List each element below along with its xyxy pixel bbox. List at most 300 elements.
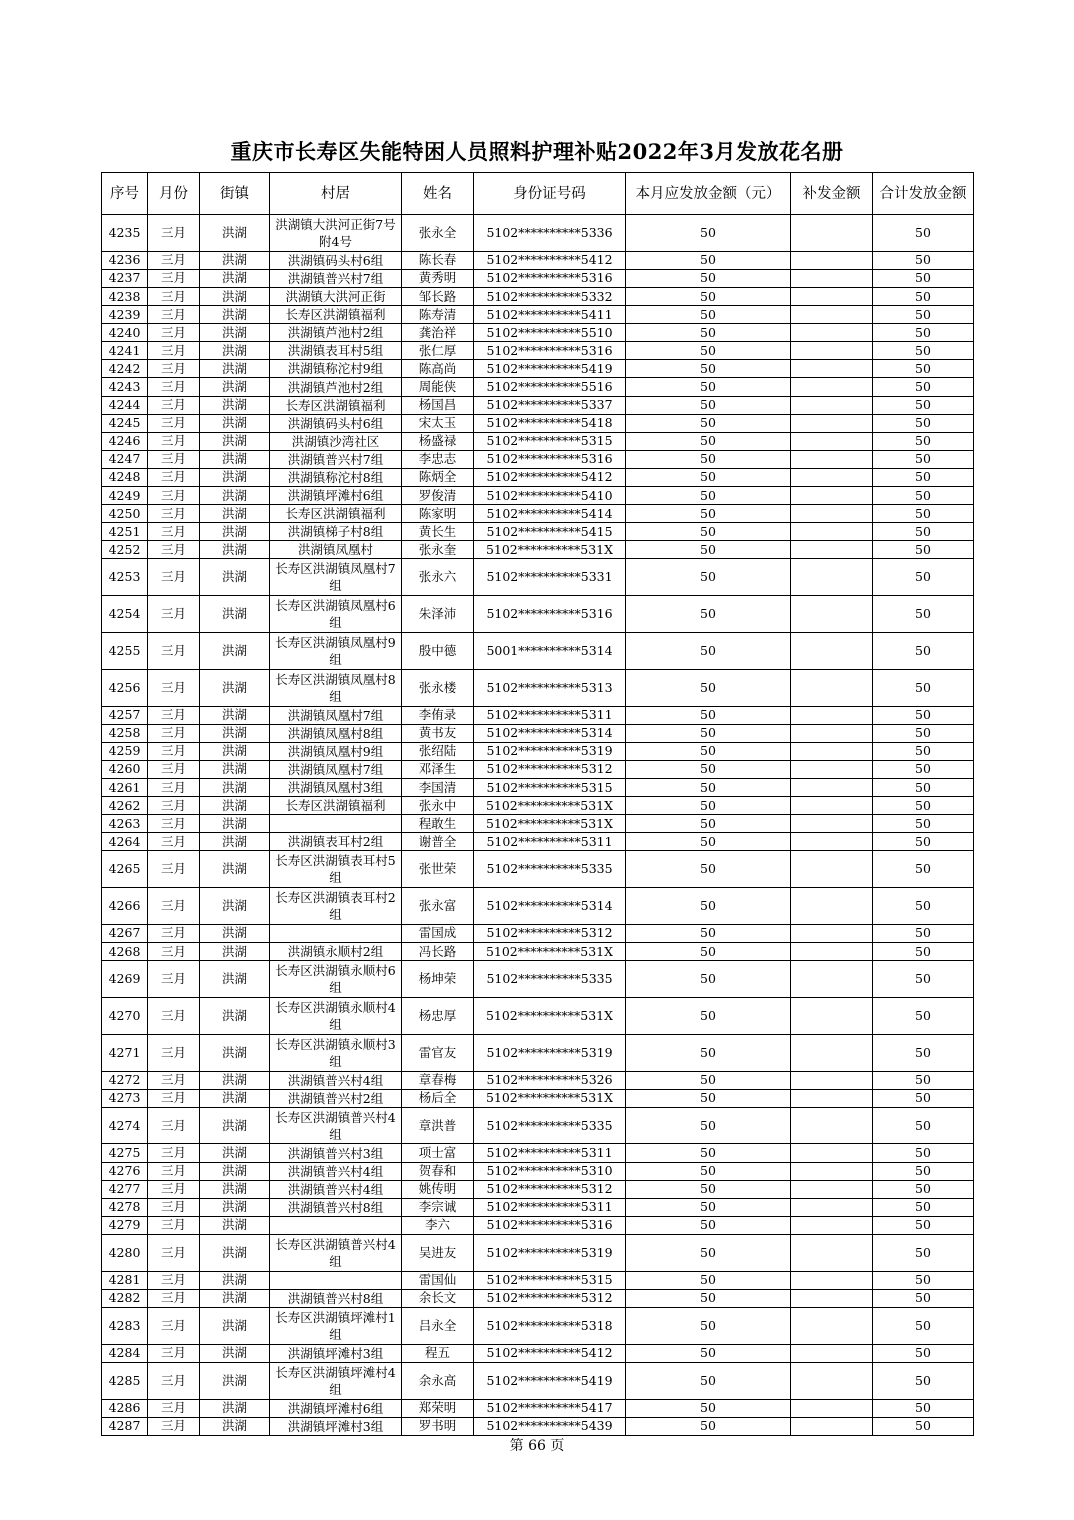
cell-back-pay xyxy=(791,961,873,998)
cell-serial: 4250 xyxy=(102,505,148,523)
cell-back-pay xyxy=(791,559,873,596)
cell-id-number: 5102**********5314 xyxy=(474,724,626,742)
cell-id-number: 5102**********5419 xyxy=(474,1362,626,1399)
cell-id-number: 5102**********5316 xyxy=(474,450,626,468)
cell-total-amount: 50 xyxy=(873,523,974,541)
header-serial: 序号 xyxy=(102,173,148,215)
cell-back-pay xyxy=(791,742,873,760)
cell-id-number: 5102**********5311 xyxy=(474,706,626,724)
table-row xyxy=(102,1180,974,1198)
table-row xyxy=(102,1307,974,1344)
table-row xyxy=(102,324,974,342)
cell-town: 洪湖 xyxy=(200,943,270,961)
cell-serial: 4286 xyxy=(102,1399,148,1417)
cell-village: 长寿区洪湖镇凤凰村8组 xyxy=(270,669,402,706)
cell-back-pay xyxy=(791,269,873,287)
table-row xyxy=(102,559,974,596)
cell-village: 长寿区洪湖镇凤凰村6组 xyxy=(270,596,402,633)
cell-name: 陈高尚 xyxy=(402,360,474,378)
cell-town: 洪湖 xyxy=(200,1198,270,1216)
table-row xyxy=(102,742,974,760)
cell-id-number: 5102**********5412 xyxy=(474,251,626,269)
table-row xyxy=(102,1162,974,1180)
cell-back-pay xyxy=(791,632,873,669)
cell-village: 长寿区洪湖镇福利 xyxy=(270,505,402,523)
cell-serial: 4283 xyxy=(102,1307,148,1344)
cell-id-number: 5102**********5316 xyxy=(474,342,626,360)
cell-monthly-amount: 50 xyxy=(626,1234,791,1271)
cell-name: 雷官友 xyxy=(402,1034,474,1071)
cell-total-amount: 50 xyxy=(873,1362,974,1399)
table-row xyxy=(102,724,974,742)
cell-village: 长寿区洪湖镇永顺村3组 xyxy=(270,1034,402,1071)
cell-town: 洪湖 xyxy=(200,1289,270,1307)
cell-monthly-amount: 50 xyxy=(626,1344,791,1362)
table-row xyxy=(102,450,974,468)
cell-month: 三月 xyxy=(148,778,200,796)
cell-village: 洪湖镇坪滩村3组 xyxy=(270,1417,402,1435)
cell-back-pay xyxy=(791,468,873,486)
cell-town: 洪湖 xyxy=(200,1162,270,1180)
cell-monthly-amount: 50 xyxy=(626,997,791,1034)
cell-id-number: 5102**********531X xyxy=(474,541,626,559)
cell-total-amount: 50 xyxy=(873,1289,974,1307)
table-row xyxy=(102,815,974,833)
table-row xyxy=(102,596,974,633)
cell-serial: 4237 xyxy=(102,269,148,287)
cell-serial: 4253 xyxy=(102,559,148,596)
cell-serial: 4251 xyxy=(102,523,148,541)
cell-name: 陈寿清 xyxy=(402,306,474,324)
cell-monthly-amount: 50 xyxy=(626,760,791,778)
cell-back-pay xyxy=(791,1234,873,1271)
table-row xyxy=(102,287,974,305)
cell-id-number: 5102**********531X xyxy=(474,1089,626,1107)
cell-monthly-amount: 50 xyxy=(626,1089,791,1107)
cell-month: 三月 xyxy=(148,1162,200,1180)
cell-town: 洪湖 xyxy=(200,396,270,414)
cell-back-pay xyxy=(791,1107,873,1144)
cell-monthly-amount: 50 xyxy=(626,1417,791,1435)
cell-id-number: 5102**********5315 xyxy=(474,1271,626,1289)
table-row xyxy=(102,1144,974,1162)
cell-town: 洪湖 xyxy=(200,324,270,342)
header-month: 月份 xyxy=(148,173,200,215)
cell-village: 洪湖镇梯子村8组 xyxy=(270,523,402,541)
table-row xyxy=(102,1271,974,1289)
cell-serial: 4257 xyxy=(102,706,148,724)
cell-month: 三月 xyxy=(148,1144,200,1162)
cell-town: 洪湖 xyxy=(200,888,270,925)
cell-id-number: 5001**********5314 xyxy=(474,632,626,669)
cell-serial: 4239 xyxy=(102,306,148,324)
cell-month: 三月 xyxy=(148,1107,200,1144)
cell-serial: 4246 xyxy=(102,432,148,450)
cell-id-number: 5102**********5312 xyxy=(474,924,626,942)
cell-id-number: 5102**********5311 xyxy=(474,833,626,851)
cell-monthly-amount: 50 xyxy=(626,924,791,942)
cell-month: 三月 xyxy=(148,487,200,505)
cell-name: 张世荣 xyxy=(402,851,474,888)
cell-town: 洪湖 xyxy=(200,797,270,815)
cell-id-number: 5102**********5336 xyxy=(474,215,626,252)
cell-monthly-amount: 50 xyxy=(626,287,791,305)
table-row xyxy=(102,432,974,450)
cell-total-amount: 50 xyxy=(873,797,974,815)
cell-serial: 4278 xyxy=(102,1198,148,1216)
cell-name: 姚传明 xyxy=(402,1180,474,1198)
table-header-row xyxy=(102,173,974,215)
cell-monthly-amount: 50 xyxy=(626,833,791,851)
table-row xyxy=(102,342,974,360)
cell-town: 洪湖 xyxy=(200,1344,270,1362)
table-row xyxy=(102,1289,974,1307)
header-back-pay: 补发金额 xyxy=(791,173,873,215)
cell-total-amount: 50 xyxy=(873,378,974,396)
cell-back-pay xyxy=(791,760,873,778)
cell-serial: 4273 xyxy=(102,1089,148,1107)
cell-monthly-amount: 50 xyxy=(626,778,791,796)
header-monthly-amount: 本月应发放金额（元） xyxy=(626,173,791,215)
cell-monthly-amount: 50 xyxy=(626,797,791,815)
cell-back-pay xyxy=(791,360,873,378)
cell-town: 洪湖 xyxy=(200,1216,270,1234)
cell-monthly-amount: 50 xyxy=(626,559,791,596)
table-row xyxy=(102,360,974,378)
cell-back-pay xyxy=(791,851,873,888)
cell-total-amount: 50 xyxy=(873,943,974,961)
cell-total-amount: 50 xyxy=(873,742,974,760)
cell-town: 洪湖 xyxy=(200,505,270,523)
cell-monthly-amount: 50 xyxy=(626,1307,791,1344)
cell-month: 三月 xyxy=(148,287,200,305)
cell-village: 洪湖镇大洪河正街7号附4号 xyxy=(270,215,402,252)
cell-town: 洪湖 xyxy=(200,432,270,450)
table-row xyxy=(102,414,974,432)
cell-total-amount: 50 xyxy=(873,815,974,833)
cell-month: 三月 xyxy=(148,559,200,596)
cell-id-number: 5102**********5335 xyxy=(474,961,626,998)
cell-back-pay xyxy=(791,1198,873,1216)
cell-month: 三月 xyxy=(148,324,200,342)
cell-serial: 4256 xyxy=(102,669,148,706)
cell-id-number: 5102**********5412 xyxy=(474,1344,626,1362)
cell-village: 洪湖镇普兴村2组 xyxy=(270,1089,402,1107)
cell-monthly-amount: 50 xyxy=(626,1289,791,1307)
cell-monthly-amount: 50 xyxy=(626,706,791,724)
cell-monthly-amount: 50 xyxy=(626,632,791,669)
cell-total-amount: 50 xyxy=(873,1162,974,1180)
cell-monthly-amount: 50 xyxy=(626,1216,791,1234)
cell-month: 三月 xyxy=(148,450,200,468)
cell-back-pay xyxy=(791,1034,873,1071)
cell-serial: 4258 xyxy=(102,724,148,742)
cell-month: 三月 xyxy=(148,251,200,269)
cell-id-number: 5102**********5312 xyxy=(474,1289,626,1307)
cell-total-amount: 50 xyxy=(873,997,974,1034)
cell-back-pay xyxy=(791,1216,873,1234)
cell-month: 三月 xyxy=(148,1344,200,1362)
cell-back-pay xyxy=(791,943,873,961)
cell-back-pay xyxy=(791,596,873,633)
header-village: 村居 xyxy=(270,173,402,215)
cell-total-amount: 50 xyxy=(873,432,974,450)
cell-name: 项士富 xyxy=(402,1144,474,1162)
cell-total-amount: 50 xyxy=(873,1107,974,1144)
cell-id-number: 5102**********5439 xyxy=(474,1417,626,1435)
cell-monthly-amount: 50 xyxy=(626,1399,791,1417)
cell-village: 长寿区洪湖镇坪滩村1组 xyxy=(270,1307,402,1344)
cell-village: 洪湖镇普兴村7组 xyxy=(270,269,402,287)
cell-name: 章洪普 xyxy=(402,1107,474,1144)
cell-name: 张仁厚 xyxy=(402,342,474,360)
cell-village: 长寿区洪湖镇永顺村4组 xyxy=(270,997,402,1034)
cell-month: 三月 xyxy=(148,1362,200,1399)
cell-monthly-amount: 50 xyxy=(626,432,791,450)
cell-total-amount: 50 xyxy=(873,1198,974,1216)
cell-town: 洪湖 xyxy=(200,997,270,1034)
cell-town: 洪湖 xyxy=(200,760,270,778)
cell-id-number: 5102**********5315 xyxy=(474,778,626,796)
cell-town: 洪湖 xyxy=(200,541,270,559)
cell-month: 三月 xyxy=(148,432,200,450)
cell-town: 洪湖 xyxy=(200,742,270,760)
cell-total-amount: 50 xyxy=(873,1089,974,1107)
cell-monthly-amount: 50 xyxy=(626,596,791,633)
cell-month: 三月 xyxy=(148,1216,200,1234)
cell-month: 三月 xyxy=(148,943,200,961)
cell-serial: 4249 xyxy=(102,487,148,505)
cell-monthly-amount: 50 xyxy=(626,215,791,252)
cell-monthly-amount: 50 xyxy=(626,961,791,998)
cell-month: 三月 xyxy=(148,378,200,396)
cell-total-amount: 50 xyxy=(873,760,974,778)
cell-total-amount: 50 xyxy=(873,414,974,432)
cell-id-number: 5102**********5410 xyxy=(474,487,626,505)
cell-village: 长寿区洪湖镇表耳村2组 xyxy=(270,888,402,925)
cell-town: 洪湖 xyxy=(200,961,270,998)
table-row xyxy=(102,760,974,778)
cell-monthly-amount: 50 xyxy=(626,378,791,396)
cell-total-amount: 50 xyxy=(873,1307,974,1344)
cell-name: 杨忠厚 xyxy=(402,997,474,1034)
cell-monthly-amount: 50 xyxy=(626,815,791,833)
table-row xyxy=(102,943,974,961)
cell-town: 洪湖 xyxy=(200,1362,270,1399)
cell-village: 长寿区洪湖镇普兴村4组 xyxy=(270,1234,402,1271)
cell-serial: 4285 xyxy=(102,1362,148,1399)
cell-back-pay xyxy=(791,505,873,523)
cell-serial: 4265 xyxy=(102,851,148,888)
cell-town: 洪湖 xyxy=(200,924,270,942)
cell-monthly-amount: 50 xyxy=(626,669,791,706)
cell-month: 三月 xyxy=(148,760,200,778)
cell-month: 三月 xyxy=(148,669,200,706)
cell-village: 洪湖镇坪滩村3组 xyxy=(270,1344,402,1362)
cell-name: 李国清 xyxy=(402,778,474,796)
cell-back-pay xyxy=(791,1307,873,1344)
cell-back-pay xyxy=(791,1071,873,1089)
cell-village: 洪湖镇坪滩村6组 xyxy=(270,487,402,505)
cell-serial: 4262 xyxy=(102,797,148,815)
cell-total-amount: 50 xyxy=(873,1180,974,1198)
page-number: 第 66 页 xyxy=(509,1438,565,1454)
cell-back-pay xyxy=(791,997,873,1034)
cell-total-amount: 50 xyxy=(873,396,974,414)
cell-id-number: 5102**********5418 xyxy=(474,414,626,432)
cell-monthly-amount: 50 xyxy=(626,414,791,432)
table-row xyxy=(102,706,974,724)
table-row xyxy=(102,468,974,486)
cell-back-pay xyxy=(791,1271,873,1289)
cell-monthly-amount: 50 xyxy=(626,1162,791,1180)
cell-monthly-amount: 50 xyxy=(626,541,791,559)
cell-id-number: 5102**********5311 xyxy=(474,1198,626,1216)
cell-serial: 4254 xyxy=(102,596,148,633)
cell-back-pay xyxy=(791,1399,873,1417)
cell-month: 三月 xyxy=(148,1198,200,1216)
cell-name: 杨国昌 xyxy=(402,396,474,414)
cell-village: 洪湖镇普兴村4组 xyxy=(270,1180,402,1198)
cell-name: 贺春和 xyxy=(402,1162,474,1180)
cell-total-amount: 50 xyxy=(873,706,974,724)
cell-name: 黄秀明 xyxy=(402,269,474,287)
cell-town: 洪湖 xyxy=(200,1234,270,1271)
table-row xyxy=(102,1089,974,1107)
cell-town: 洪湖 xyxy=(200,251,270,269)
cell-name: 杨盛禄 xyxy=(402,432,474,450)
cell-back-pay xyxy=(791,215,873,252)
cell-village: 长寿区洪湖镇表耳村5组 xyxy=(270,851,402,888)
cell-back-pay xyxy=(791,1344,873,1362)
cell-village xyxy=(270,815,402,833)
cell-monthly-amount: 50 xyxy=(626,888,791,925)
cell-village: 洪湖镇普兴村4组 xyxy=(270,1071,402,1089)
cell-id-number: 5102**********531X xyxy=(474,943,626,961)
cell-serial: 4275 xyxy=(102,1144,148,1162)
cell-town: 洪湖 xyxy=(200,450,270,468)
table-row xyxy=(102,1399,974,1417)
cell-month: 三月 xyxy=(148,306,200,324)
cell-monthly-amount: 50 xyxy=(626,468,791,486)
cell-id-number: 5102**********5316 xyxy=(474,596,626,633)
cell-town: 洪湖 xyxy=(200,1144,270,1162)
table-row xyxy=(102,251,974,269)
cell-total-amount: 50 xyxy=(873,559,974,596)
cell-id-number: 5102**********5332 xyxy=(474,287,626,305)
cell-monthly-amount: 50 xyxy=(626,342,791,360)
cell-village: 洪湖镇坪滩村6组 xyxy=(270,1399,402,1417)
cell-village: 洪湖镇芦池村2组 xyxy=(270,324,402,342)
cell-serial: 4267 xyxy=(102,924,148,942)
cell-village: 洪湖镇称沱村8组 xyxy=(270,468,402,486)
cell-month: 三月 xyxy=(148,541,200,559)
cell-id-number: 5102**********5319 xyxy=(474,742,626,760)
cell-id-number: 5102**********531X xyxy=(474,997,626,1034)
cell-month: 三月 xyxy=(148,342,200,360)
cell-back-pay xyxy=(791,523,873,541)
cell-back-pay xyxy=(791,1417,873,1435)
cell-name: 张永奎 xyxy=(402,541,474,559)
cell-town: 洪湖 xyxy=(200,1034,270,1071)
table-row xyxy=(102,1216,974,1234)
cell-back-pay xyxy=(791,888,873,925)
table-row xyxy=(102,997,974,1034)
cell-town: 洪湖 xyxy=(200,342,270,360)
cell-month: 三月 xyxy=(148,851,200,888)
cell-monthly-amount: 50 xyxy=(626,851,791,888)
cell-village: 洪湖镇凤凰村3组 xyxy=(270,778,402,796)
cell-total-amount: 50 xyxy=(873,450,974,468)
cell-total-amount: 50 xyxy=(873,1034,974,1071)
cell-total-amount: 50 xyxy=(873,924,974,942)
cell-month: 三月 xyxy=(148,1417,200,1435)
cell-total-amount: 50 xyxy=(873,360,974,378)
cell-id-number: 5102**********5312 xyxy=(474,760,626,778)
cell-serial: 4276 xyxy=(102,1162,148,1180)
cell-village: 洪湖镇普兴村8组 xyxy=(270,1289,402,1307)
cell-village xyxy=(270,924,402,942)
cell-monthly-amount: 50 xyxy=(626,1144,791,1162)
cell-serial: 4259 xyxy=(102,742,148,760)
cell-town: 洪湖 xyxy=(200,1107,270,1144)
cell-serial: 4269 xyxy=(102,961,148,998)
table-row xyxy=(102,523,974,541)
cell-back-pay xyxy=(791,1144,873,1162)
cell-back-pay xyxy=(791,924,873,942)
cell-name: 黄书友 xyxy=(402,724,474,742)
cell-town: 洪湖 xyxy=(200,1089,270,1107)
cell-back-pay xyxy=(791,797,873,815)
cell-total-amount: 50 xyxy=(873,287,974,305)
cell-total-amount: 50 xyxy=(873,1234,974,1271)
cell-town: 洪湖 xyxy=(200,778,270,796)
cell-serial: 4268 xyxy=(102,943,148,961)
cell-name: 张绍陆 xyxy=(402,742,474,760)
cell-serial: 4243 xyxy=(102,378,148,396)
cell-id-number: 5102**********5310 xyxy=(474,1162,626,1180)
cell-id-number: 5102**********5316 xyxy=(474,269,626,287)
cell-id-number: 5102**********5414 xyxy=(474,505,626,523)
cell-name: 朱泽沛 xyxy=(402,596,474,633)
cell-town: 洪湖 xyxy=(200,414,270,432)
cell-total-amount: 50 xyxy=(873,1071,974,1089)
cell-name: 陈炳全 xyxy=(402,468,474,486)
cell-total-amount: 50 xyxy=(873,468,974,486)
table-row xyxy=(102,851,974,888)
cell-serial: 4264 xyxy=(102,833,148,851)
cell-back-pay xyxy=(791,669,873,706)
cell-name: 邓泽生 xyxy=(402,760,474,778)
cell-back-pay xyxy=(791,378,873,396)
cell-total-amount: 50 xyxy=(873,632,974,669)
cell-name: 罗书明 xyxy=(402,1417,474,1435)
cell-monthly-amount: 50 xyxy=(626,306,791,324)
cell-total-amount: 50 xyxy=(873,324,974,342)
cell-serial: 4235 xyxy=(102,215,148,252)
cell-id-number: 5102**********5315 xyxy=(474,432,626,450)
cell-name: 李六 xyxy=(402,1216,474,1234)
cell-serial: 4252 xyxy=(102,541,148,559)
cell-name: 周能侠 xyxy=(402,378,474,396)
cell-village: 洪湖镇普兴村8组 xyxy=(270,1198,402,1216)
cell-total-amount: 50 xyxy=(873,1271,974,1289)
cell-month: 三月 xyxy=(148,269,200,287)
cell-village: 洪湖镇普兴村4组 xyxy=(270,1162,402,1180)
cell-month: 三月 xyxy=(148,632,200,669)
cell-town: 洪湖 xyxy=(200,360,270,378)
cell-month: 三月 xyxy=(148,724,200,742)
